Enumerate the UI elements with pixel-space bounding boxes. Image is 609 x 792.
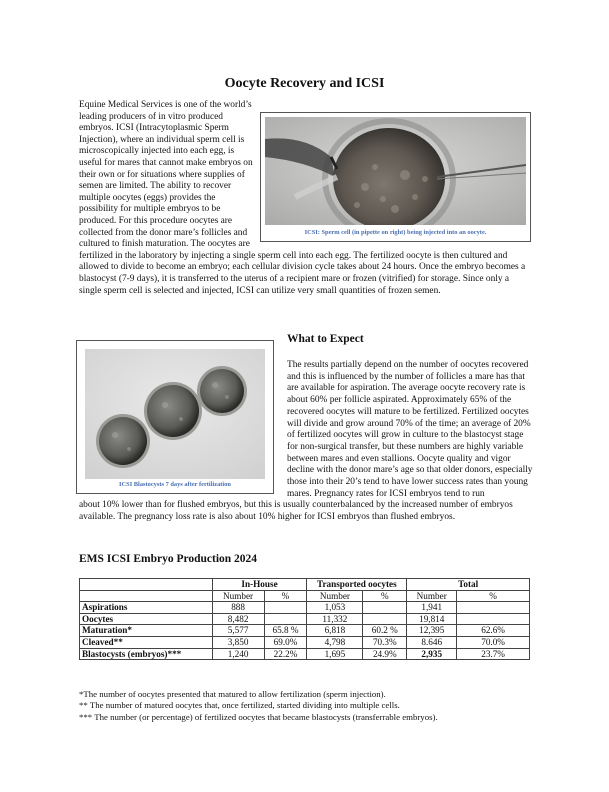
table-cell: 8.646 xyxy=(407,636,457,648)
table-cell: 65.8 % xyxy=(264,625,307,637)
table-sub-corner-cell xyxy=(80,590,213,602)
embryo-production-table xyxy=(79,578,530,660)
sub-header: % xyxy=(457,590,530,602)
table-cell: 60.2 % xyxy=(363,625,407,637)
what-to-expect-heading: What to Expect xyxy=(287,333,364,345)
sub-header: Number xyxy=(407,590,457,602)
table-cell: 1,941 xyxy=(407,602,457,614)
table-group-header-row xyxy=(80,579,530,591)
table-cell: 69.0% xyxy=(264,636,307,648)
figure2-caption: ICSI Blastocysts 7 days after fertilization xyxy=(119,481,231,488)
table-cell: 1,053 xyxy=(307,602,363,614)
row-label: Aspirations xyxy=(80,602,213,614)
table-cell: 2,935 xyxy=(407,648,457,660)
sub-header: Number xyxy=(307,590,363,602)
blastocysts-figure xyxy=(76,340,274,494)
table-row xyxy=(80,625,530,637)
icsi-injection-figure xyxy=(260,112,531,242)
table-cell xyxy=(457,613,530,625)
table-cell: 6,818 xyxy=(307,625,363,637)
total-header: Total xyxy=(407,579,530,591)
intro-paragraph: Equine Medical Services is one of the world’s leading producers of in vitro produced embryos. ICSI (Intracytoplasmic Sperm Injection), where an individual sperm cell is microscopically injected into each egg, is useful for mares that cannot make embryos on their own or for situations where supplies of semen are limited. The ability to recover multiple oocytes (eggs) provides the possibility for multiple embryos to be produced. For this procedure oocytes are collected from the donor mare’s follicles and cultured to finish maturation. The oocytes are fertilized in the laboratory by injecting a single sperm cell into each egg. The fertilized oocyte is then cultured and allowed to divide to become an embryo; each cellular division cycle takes about 24 hours. Once the embryo becomes a blastocyst (7-9 days), it is transferred to the uterus of a recipient mare or frozen (vitrified) for storage. Since only a single sperm cell is selected and injected, ICSI can utilize very small quantities of frozen semen. xyxy=(79,100,526,296)
table-cell: 24.9% xyxy=(363,648,407,660)
table-row xyxy=(80,636,530,648)
table-cell: 70.3% xyxy=(363,636,407,648)
table-cell xyxy=(457,602,530,614)
table-sub-header-row xyxy=(80,590,530,602)
footnote: *** The number (or percentage) of fertilized oocytes that became blastocysts (transferrable embryos). xyxy=(79,711,438,722)
what-to-expect-paragraph: The results partially depend on the number of oocytes recovered and this is influenced by the number of follicles a mare has that are available for aspiration. The average oocyte recovery rate is about 60% per follicle aspirated. Approximately 65% of the recovered oocytes will mature to be fertilized. Fertilized oocytes will divide and grow around 70% of the time; an average of 20% of fertilized oocytes will grow in culture to the blastocyst stage for non-surgical transfer, but these numbers are highly variable between mares and even stallions. Oocyte quality and vigor decline with the donor mare’s age so that older donors, especially those into their 20’s tend to have lower success rates than young mares. Pregnancy rates for ICSI embryos tend to run xyxy=(287,360,533,499)
table-heading: EMS ICSI Embryo Production 2024 xyxy=(79,553,258,565)
table-cell: 5,577 xyxy=(212,625,264,637)
page-title: Oocyte Recovery and ICSI xyxy=(224,76,385,91)
table-cell: 70.0% xyxy=(457,636,530,648)
table-cell xyxy=(264,613,307,625)
table-row xyxy=(80,613,530,625)
table-corner-cell xyxy=(80,579,213,591)
table-cell: 888 xyxy=(212,602,264,614)
sub-header: % xyxy=(363,590,407,602)
table-cell: 1,240 xyxy=(212,648,264,660)
table-cell: 3,850 xyxy=(212,636,264,648)
sub-header: Number xyxy=(212,590,264,602)
table-footnotes xyxy=(79,689,539,723)
what-to-expect-paragraph-continued: about 10% lower than for flushed embryos, but this is usually counterbalanced by the increased number of embryos available. The pregnancy loss rate is also about 10% higher for ICSI embryos than flushed embryos. xyxy=(79,500,513,522)
table-cell: 19,814 xyxy=(407,613,457,625)
table-cell: 11,332 xyxy=(307,613,363,625)
row-label: Oocytes xyxy=(80,613,213,625)
table-cell: 1,695 xyxy=(307,648,363,660)
sub-header: % xyxy=(264,590,307,602)
icsi-injection-photo xyxy=(265,117,526,225)
table-cell xyxy=(264,602,307,614)
table-cell: 12,395 xyxy=(407,625,457,637)
row-label: Cleaved** xyxy=(80,636,213,648)
figure1-caption: ICSI: Sperm cell (in pipette on right) being injected into an oocyte. xyxy=(304,229,487,236)
table-row xyxy=(80,602,530,614)
table-row xyxy=(80,648,530,660)
in-house-header: In-House xyxy=(212,579,307,591)
table-cell: 62.6% xyxy=(457,625,530,637)
footnote: *The number of oocytes presented that matured to allow fertilization (sperm injection). xyxy=(79,689,386,699)
row-label: Blastocysts (embryos)*** xyxy=(80,648,213,660)
table-cell: 8,482 xyxy=(212,613,264,625)
table-cell: 22.2% xyxy=(264,648,307,660)
table-cell xyxy=(363,602,407,614)
transported-header: Transported oocytes xyxy=(307,579,407,591)
intro-section xyxy=(79,100,531,297)
row-label: Maturation* xyxy=(80,625,213,637)
blastocysts-photo xyxy=(85,349,265,479)
footnote: ** The number of matured oocytes that, once fertilized, started dividing into multiple cells. xyxy=(79,700,400,711)
table-cell: 23.7% xyxy=(457,648,530,660)
table-cell: 4,798 xyxy=(307,636,363,648)
table-cell xyxy=(363,613,407,625)
